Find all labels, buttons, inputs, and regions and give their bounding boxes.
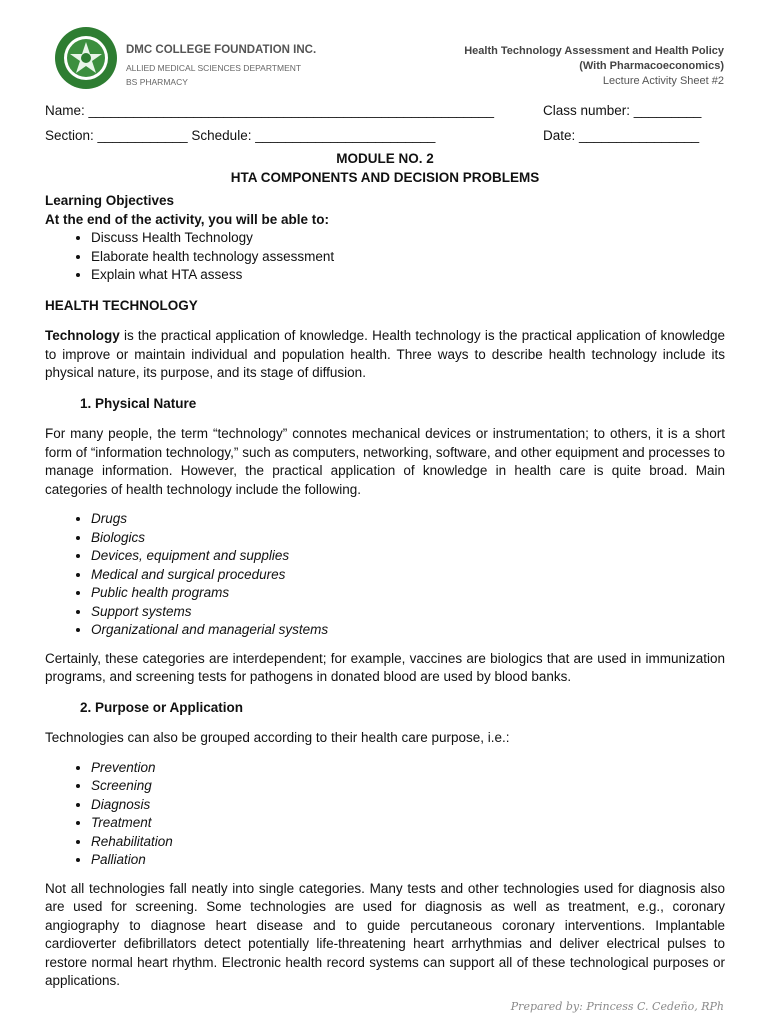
list-item: • Drugs <box>91 510 725 529</box>
list-item: • Treatment <box>91 814 725 833</box>
program: BS PHARMACY <box>126 77 188 87</box>
list-item: • Biologics <box>91 529 725 548</box>
purpose-intro: Technologies can also be grouped according to their health care purpose, i.e.: <box>45 730 510 745</box>
subheading-purpose: 2. Purpose or Application <box>80 699 244 715</box>
sheet-label: Lecture Activity Sheet #2 <box>602 75 724 87</box>
list-item: • Rehabilitation <box>91 833 725 852</box>
department: ALLIED MEDICAL SCIENCES DEPARTMENT <box>126 63 302 73</box>
course-title: Health Technology Assessment and Health Policy <box>464 45 724 57</box>
schedule-field[interactable]: Schedule: ________________________ <box>191 128 436 143</box>
header-left <box>126 44 316 89</box>
date-field[interactable]: Date: ________________ <box>543 128 700 143</box>
section-field[interactable]: Section: ____________ <box>45 128 188 143</box>
list-item: • Medical and surgical procedures <box>91 566 725 585</box>
list-item: • Public health programs <box>91 584 725 603</box>
org-name: DMC COLLEGE FOUNDATION INC. <box>126 44 317 56</box>
class-number-field[interactable]: Class number: _________ <box>543 103 702 118</box>
prepared-by-footer: Prepared by: Princess C. Cedeño, RPh <box>510 1000 724 1013</box>
technology-definition <box>45 327 725 383</box>
purpose-closing: Not all technologies fall neatly into single categories. Many tests and other technologies used for diagnosis also are used for screening. Some technologies are used for diagnosis as well as treatment, e.g., coronary angiography to diagnose heart disease and to guide percutaneous coronary interventions. Implantable cardioverter defibrillators detect potentially life-threatening heart arrhythmias and deliver electrical pulses to restore normal heart rhythm. Electronic health record systems can support all of these technological purposes or applications. <box>45 880 725 988</box>
subheading-physical-nature: 1. Physical Nature <box>80 395 197 411</box>
objectives-list <box>45 229 725 285</box>
objectives-intro: At the end of the activity, you will be able to: <box>45 211 330 227</box>
technology-term: Technology <box>45 328 120 343</box>
categories-list <box>45 510 725 640</box>
list-item: • Palliation <box>91 851 725 870</box>
course-subtitle: (With Pharmacoeconomics) <box>579 60 724 72</box>
list-item: • Prevention <box>91 759 725 778</box>
list-item: • Explain what HTA assess <box>91 266 725 285</box>
list-item: • Diagnosis <box>91 796 725 815</box>
objectives-heading: Learning Objectives <box>45 193 175 208</box>
physical-nature-paragraph: For many people, the term “technology” connotes mechanical devices or instrumentation; to others, it is a short form of “information technology,” such as computers, networking, software, and other equipment and processes to manage information. However, the practical application of knowledge in health care is quite broad. Main categories of health technology include the following. <box>45 426 725 497</box>
categories-closing: Certainly, these categories are interdependent; for example, vaccines are biologics that are used in immunization programs, and screening tests for pathogens in donated blood are used by blood banks. <box>45 650 725 684</box>
list-item: • Support systems <box>91 603 725 622</box>
list-item: • Discuss Health Technology <box>91 229 725 248</box>
main-content <box>45 150 725 991</box>
module-number: MODULE NO. 2 <box>336 151 434 166</box>
section-heading-health-technology: HEALTH TECHNOLOGY <box>45 297 198 313</box>
list-item: • Devices, equipment and supplies <box>91 547 725 566</box>
purpose-list <box>45 759 725 870</box>
list-item: • Screening <box>91 777 725 796</box>
name-field[interactable]: Name: ______________________________________________________ <box>45 103 494 118</box>
header-right <box>464 44 724 89</box>
section-schedule-row <box>45 128 435 143</box>
list-item: • Organizational and managerial systems <box>91 621 725 640</box>
college-seal-logo <box>54 26 118 90</box>
list-item: • Elaborate health technology assessment <box>91 248 725 267</box>
module-title: HTA COMPONENTS AND DECISION PROBLEMS <box>230 169 540 185</box>
technology-definition-text: is the practical application of knowledge. Health technology is the practical application of knowledge to improve or maintain individual and population health. Three ways to describe health technology include its physical nature, its purpose, and its stage of diffusion. <box>45 328 725 380</box>
